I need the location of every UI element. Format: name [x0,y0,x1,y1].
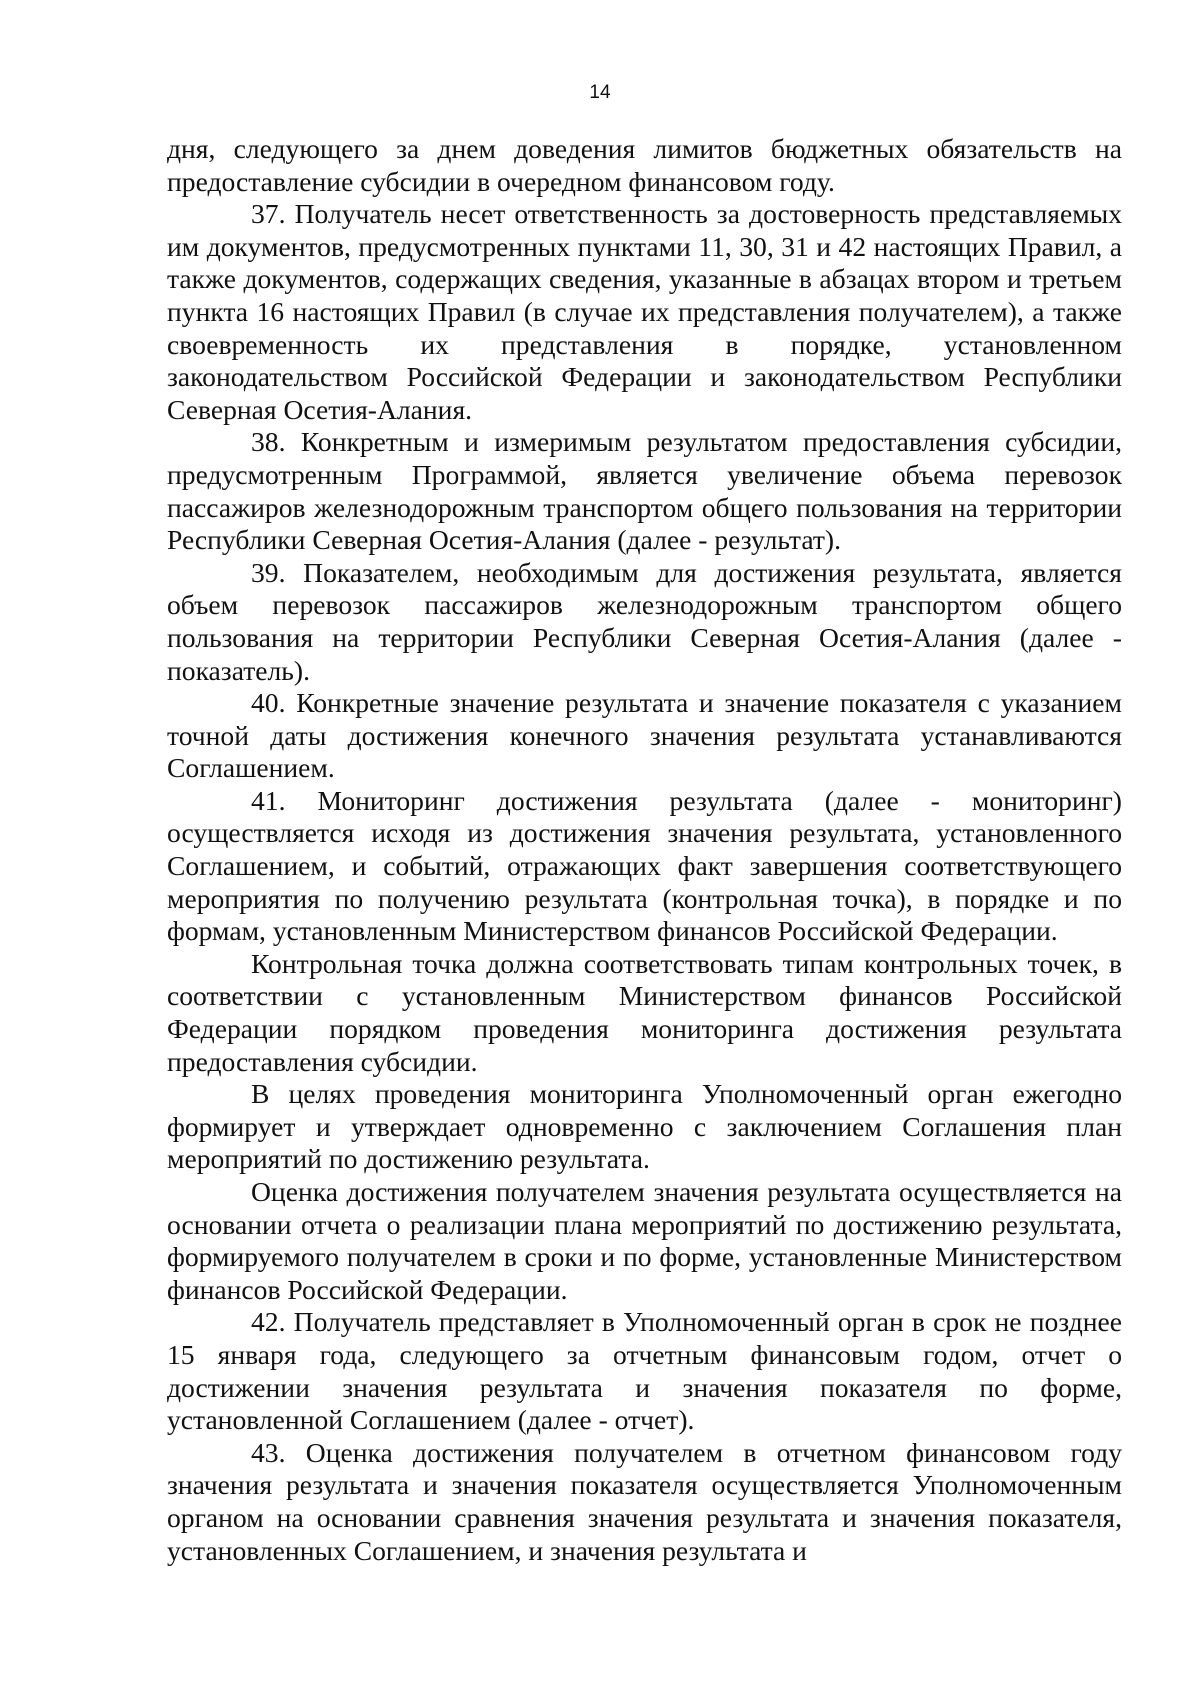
page-number: 14 [589,82,611,103]
paragraph-item-43: 43. Оценка достижения получателем в отчетном финансовом году значения результата и значения показателя осуществляется Уполномоченным органом на основании сравнения значения результата и значения показателя, установленных Соглашением, и значения результата и [167,1436,1122,1566]
paragraph-item-39: 39. Показателем, необходимым для достижения результата, является объем перевозок пассажиров железнодорожным транспортом общего пользования на территории Республики Северная Осетия-Алания (далее - показатель). [167,556,1122,686]
paragraph-item-42: 42. Получатель представляет в Уполномоченный орган в срок не позднее 15 января года, следующего за отчетным финансовым годом, отчет о достижении значения результата и значения показателя по форме, установленной Соглашением (далее - отчет). [167,1306,1122,1436]
paragraph-item-37: 37. Получатель несет ответственность за достоверность представляемых им документов, предусмотренных пунктами 11, 30, 31 и 42 настоящих Правил, а также документов, содержащих сведения, указанные в абзацах втором и третьем пункта 16 настоящих Правил (в случае их представления получателем), а также своевременность их представления в порядке, установленном законодательством Российской Федерации и законодательством Республики Северная Осетия-Алания. [167,198,1122,425]
paragraph-continuation: дня, следующего за днем доведения лимитов бюджетных обязательств на предоставление субсидии в очередном финансовом году. [167,133,1122,197]
paragraph-item-41: 41. Мониторинг достижения результата (далее - мониторинг) осуществляется исходя из достижения значения результата, установленного Соглашением, и событий, отражающих факт завершения соответствующего мероприятия по получению результата (контрольная точка), в порядке и по формам, установленным Министерством финансов Российской Федерации. [167,784,1122,947]
paragraph-item-38: 38. Конкретным и измеримым результатом предоставления субсидии, предусмотренным Программой, является увеличение объема перевозок пассажиров железнодорожным транспортом общего пользования на территории Республики Северная Осетия-Алания (далее - результат). [167,426,1122,556]
paragraph-assessment: Оценка достижения получателем значения результата осуществляется на основании отчета о реализации плана мероприятий по достижению результата, формируемого получателем в сроки и по форме, установленные Министерством финансов Российской Федерации. [167,1176,1122,1305]
paragraph-monitoring-plan: В целях проведения мониторинга Уполномоченный орган ежегодно формирует и утверждает одновременно с заключением Соглашения план мероприятий по достижению результата. [167,1078,1122,1175]
paragraph-item-40: 40. Конкретные значение результата и значение показателя с указанием точной даты достижения конечного значения результата устанавливаются Соглашением. [167,687,1122,784]
paragraph-control-point: Контрольная точка должна соответствовать типам контрольных точек, в соответствии с установленным Министерством финансов Российской Федерации порядком проведения мониторинга достижения результата предоставления субсидии. [167,947,1122,1077]
document-body [167,133,1122,1567]
